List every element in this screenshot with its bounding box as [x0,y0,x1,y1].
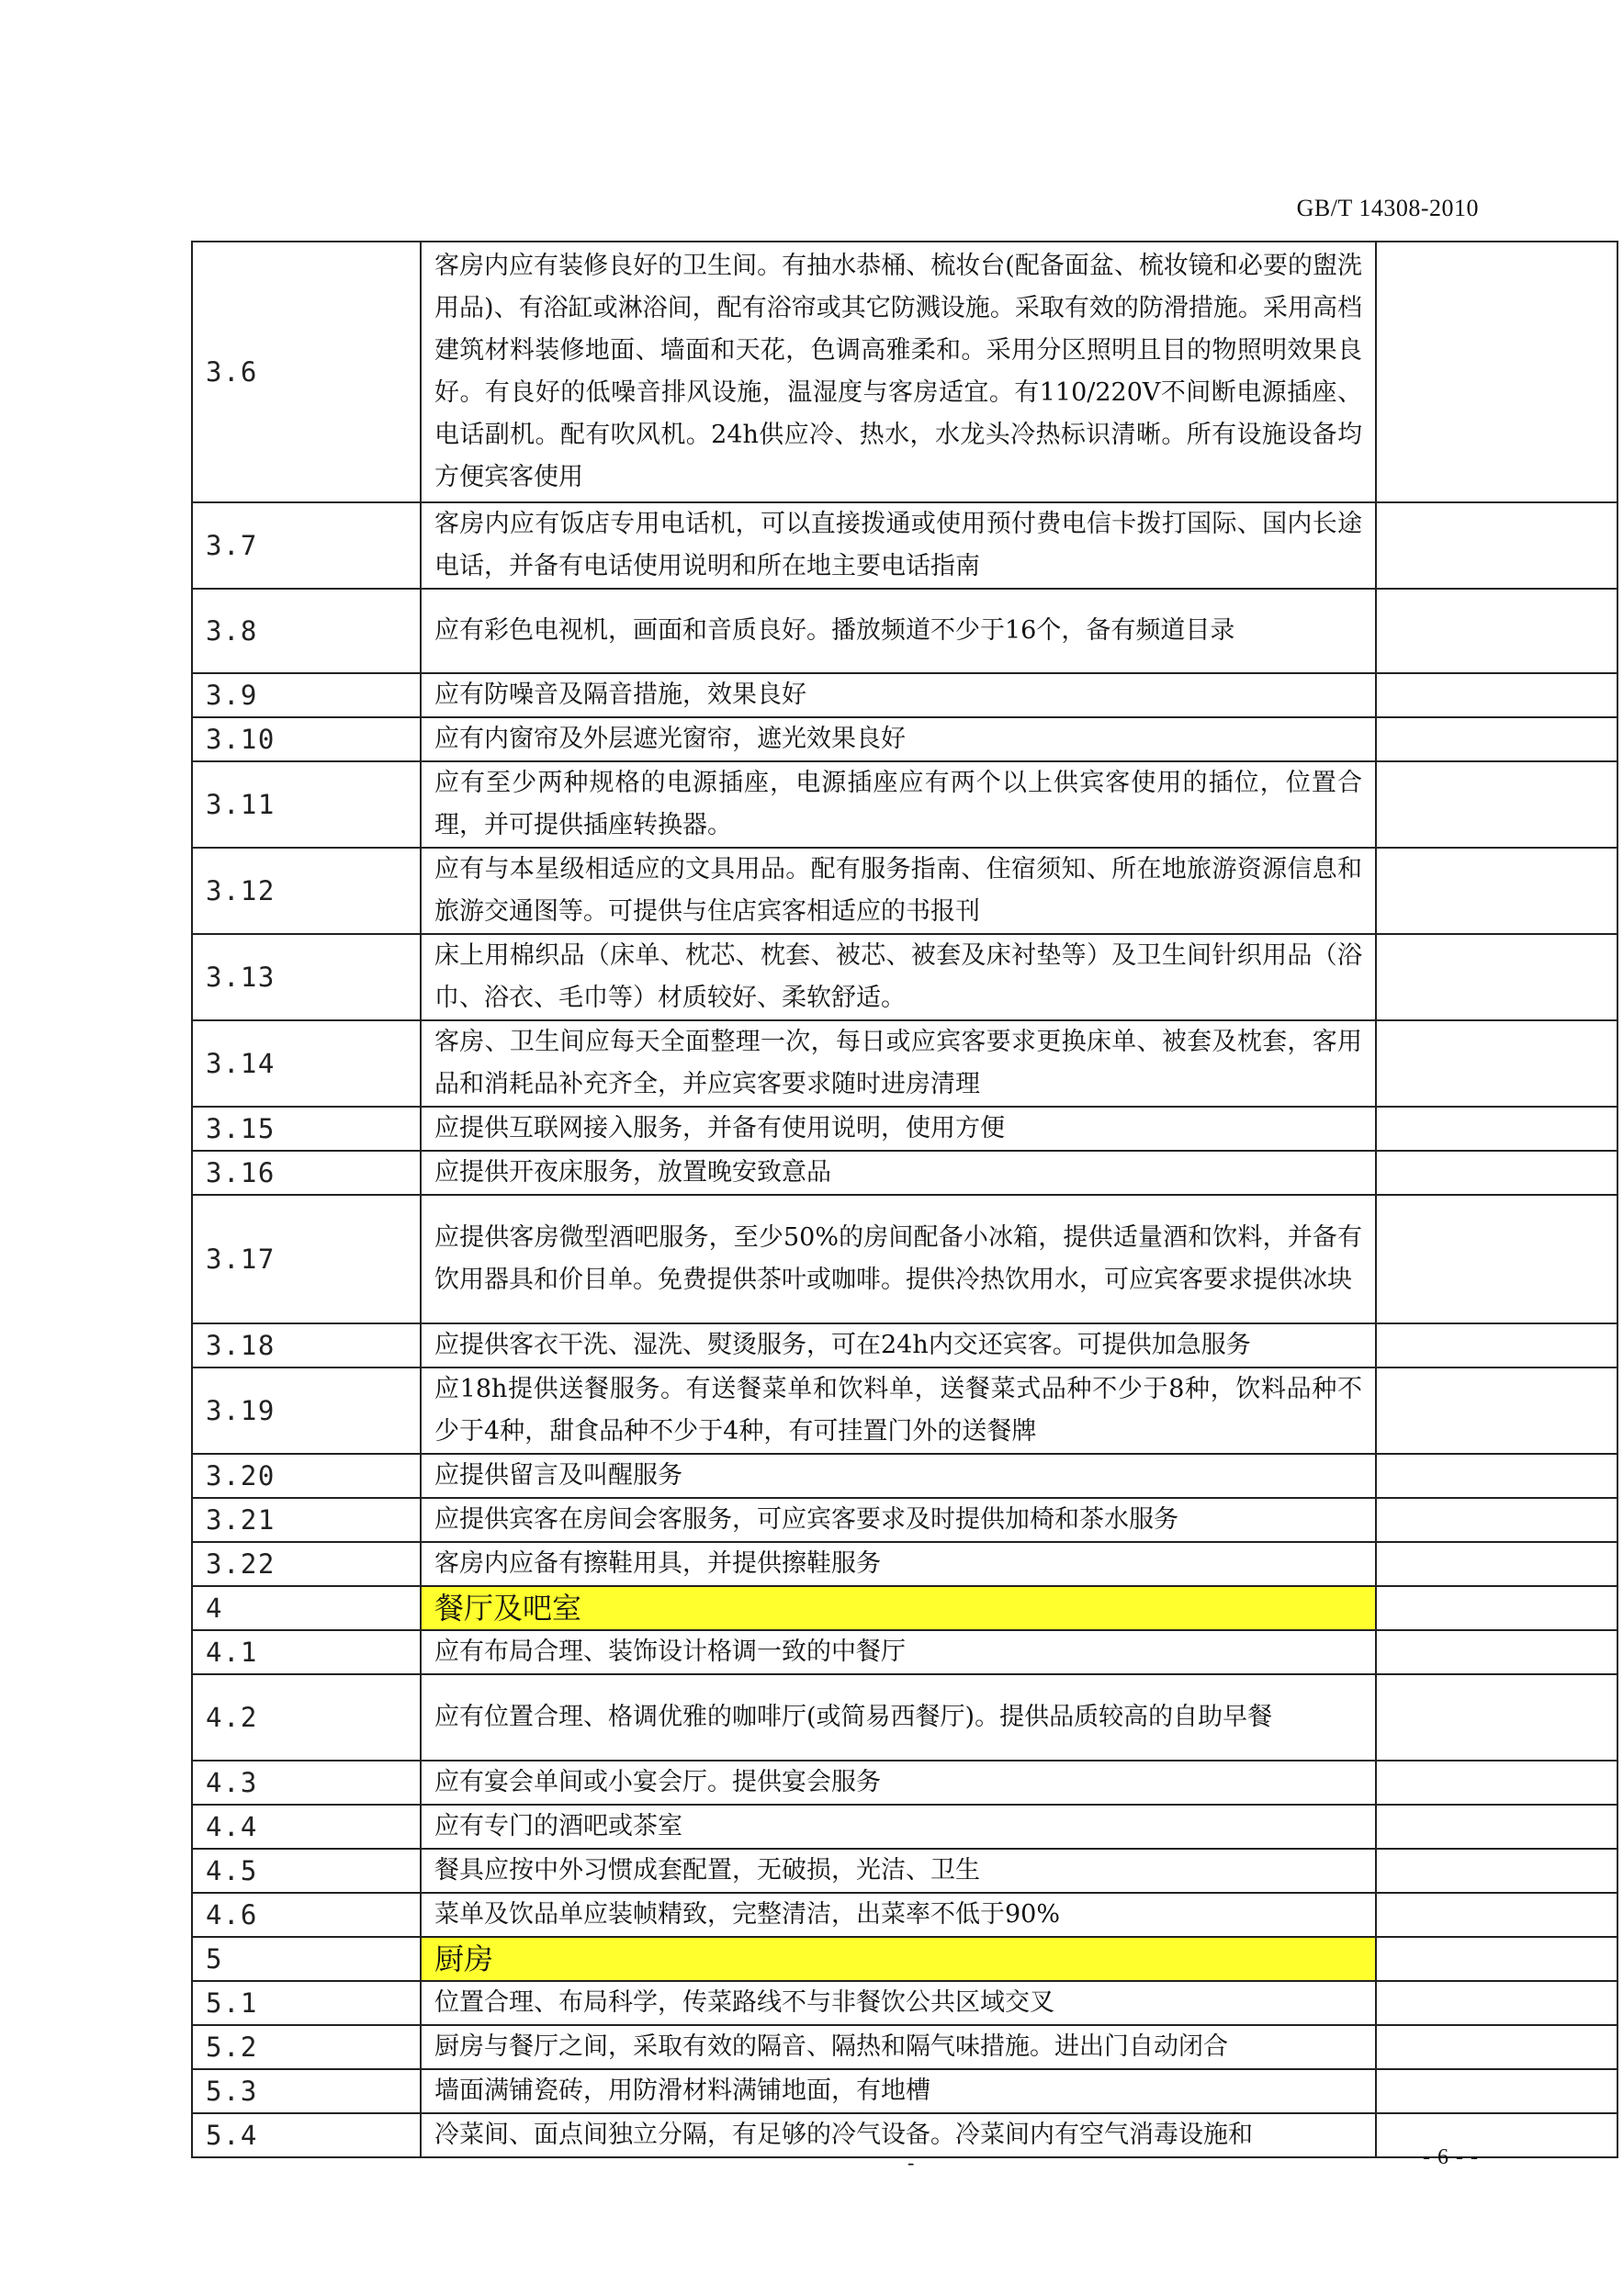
item-text: 客房内应有饭店专用电话机，可以直接拨通或使用预付费电信卡拨打国际、国内长途电话，并备有电话使用说明和所在地主要电话指南 [421,502,1376,589]
item-number: 3.16 [192,1151,421,1195]
score-cell [1376,589,1617,673]
score-cell [1376,1020,1617,1107]
score-cell [1376,1849,1617,1893]
table-row [192,717,1617,761]
page-number: - 6 - - [1423,2145,1479,2169]
table-row [192,848,1617,934]
section-number: 4 [192,1586,421,1630]
table-row [192,1498,1617,1542]
table-row [192,1323,1617,1367]
score-cell [1376,1674,1617,1761]
table-row [192,673,1617,717]
section-row-kitchen [192,1937,1617,1981]
table-row [192,1151,1617,1195]
score-cell [1376,1586,1617,1630]
item-text: 应有内窗帘及外层遮光窗帘，遮光效果良好 [421,717,1376,761]
score-cell [1376,848,1617,934]
item-number: 3.12 [192,848,421,934]
score-cell [1376,1630,1617,1674]
score-cell [1376,2069,1617,2113]
item-number: 3.13 [192,934,421,1020]
item-number: 3.15 [192,1107,421,1151]
item-number: 5.1 [192,1981,421,2025]
score-cell [1376,1323,1617,1367]
table-row [192,1981,1617,2025]
table-row [192,1542,1617,1586]
item-number: 3.17 [192,1195,421,1323]
item-text: 应有宴会单间或小宴会厅。提供宴会服务 [421,1761,1376,1805]
item-text: 应提供开夜床服务，放置晚安致意品 [421,1151,1376,1195]
item-text: 应有防噪音及隔音措施，效果良好 [421,673,1376,717]
table-row [192,1454,1617,1498]
score-cell [1376,934,1617,1020]
score-cell [1376,1893,1617,1937]
table-row [192,934,1617,1020]
table-row [192,589,1617,673]
table-row [192,1849,1617,1893]
item-text: 应18h提供送餐服务。有送餐菜单和饮料单，送餐菜式品种不少于8种，饮料品种不少于4种，甜食品种不少于4种，有可挂置门外的送餐牌 [421,1367,1376,1454]
table-row [192,1893,1617,1937]
score-cell [1376,242,1617,502]
item-text: 菜单及饮品单应装帧精致，完整清洁，出菜率不低于90% [421,1893,1376,1937]
item-text: 应提供客房微型酒吧服务，至少50%的房间配备小冰箱，提供适量酒和饮料，并备有饮用器具和价目单。免费提供茶叶或咖啡。提供冷热饮用水，可应宾客要求提供冰块 [421,1195,1376,1323]
table-row [192,1020,1617,1107]
table-row [192,1761,1617,1805]
item-text: 应有布局合理、装饰设计格调一致的中餐厅 [421,1630,1376,1674]
score-cell [1376,2025,1617,2069]
item-number: 3.19 [192,1367,421,1454]
item-number: 4.6 [192,1893,421,1937]
item-number: 3.20 [192,1454,421,1498]
table-row [192,242,1617,502]
footer-dash: - [907,2151,915,2174]
item-text: 应提供互联网接入服务，并备有使用说明，使用方便 [421,1107,1376,1151]
item-text: 厨房与餐厅之间，采取有效的隔音、隔热和隔气味措施。进出门自动闭合 [421,2025,1376,2069]
item-text: 应提供留言及叫醒服务 [421,1454,1376,1498]
table-row [192,1107,1617,1151]
score-cell [1376,1805,1617,1849]
table-row [192,1630,1617,1674]
score-cell [1376,717,1617,761]
item-text: 床上用棉织品（床单、枕芯、枕套、被芯、被套及床衬垫等）及卫生间针织用品（浴巾、浴衣、毛巾等）材质较好、柔软舒适。 [421,934,1376,1020]
section-title: 厨房 [421,1937,1376,1981]
score-cell [1376,1107,1617,1151]
item-number: 4.5 [192,1849,421,1893]
item-number: 3.9 [192,673,421,717]
item-text: 客房、卫生间应每天全面整理一次，每日或应宾客要求更换床单、被套及枕套，客用品和消耗品补充齐全，并应宾客要求随时进房清理 [421,1020,1376,1107]
table-row [192,2069,1617,2113]
table-row [192,1195,1617,1323]
table-row [192,761,1617,848]
item-text: 餐具应按中外习惯成套配置，无破损，光洁、卫生 [421,1849,1376,1893]
item-number: 4.3 [192,1761,421,1805]
table-row [192,2025,1617,2069]
score-cell [1376,1761,1617,1805]
item-text: 位置合理、布局科学，传菜路线不与非餐饮公共区域交叉 [421,1981,1376,2025]
item-text: 墙面满铺瓷砖，用防滑材料满铺地面，有地槽 [421,2069,1376,2113]
score-cell [1376,1498,1617,1542]
score-cell [1376,1937,1617,1981]
item-number: 5.4 [192,2113,421,2157]
item-number: 4.2 [192,1674,421,1761]
item-text: 应有至少两种规格的电源插座，电源插座应有两个以上供宾客使用的插位，位置合理，并可提供插座转换器。 [421,761,1376,848]
section-row-dining [192,1586,1617,1630]
item-number: 5.2 [192,2025,421,2069]
item-number: 3.7 [192,502,421,589]
score-cell [1376,502,1617,589]
item-number: 3.21 [192,1498,421,1542]
item-number: 3.18 [192,1323,421,1367]
table-row [192,1805,1617,1849]
score-cell [1376,1981,1617,2025]
item-text: 客房内应备有擦鞋用具，并提供擦鞋服务 [421,1542,1376,1586]
item-number: 3.22 [192,1542,421,1586]
table-row [192,1367,1617,1454]
section-number: 5 [192,1937,421,1981]
item-number: 3.10 [192,717,421,761]
item-number: 5.3 [192,2069,421,2113]
score-cell [1376,1542,1617,1586]
item-text: 应有与本星级相适应的文具用品。配有服务指南、住宿须知、所在地旅游资源信息和旅游交通图等。可提供与住店宾客相适应的书报刊 [421,848,1376,934]
item-number: 4.4 [192,1805,421,1849]
item-text: 应有专门的酒吧或茶室 [421,1805,1376,1849]
item-number: 4.1 [192,1630,421,1674]
section-title: 餐厅及吧室 [421,1586,1376,1630]
item-text: 应有彩色电视机，画面和音质良好。播放频道不少于16个，备有频道目录 [421,589,1376,673]
item-number: 3.11 [192,761,421,848]
score-cell [1376,761,1617,848]
item-text: 应有位置合理、格调优雅的咖啡厅(或简易西餐厅)。提供品质较高的自助早餐 [421,1674,1376,1761]
item-number: 3.8 [192,589,421,673]
item-number: 3.6 [192,242,421,502]
standards-table [191,241,1618,2158]
score-cell [1376,1367,1617,1454]
item-text: 冷菜间、面点间独立分隔，有足够的冷气设备。冷菜间内有空气消毒设施和 [421,2113,1376,2157]
item-text: 客房内应有装修良好的卫生间。有抽水恭桶、梳妆台(配备面盆、梳妆镜和必要的盥洗用品)、有浴缸或淋浴间，配有浴帘或其它防溅设施。采取有效的防滑措施。采用高档建筑材料装修地面、墙面和天花，色调高雅柔和。采用分区照明且目的物照明效果良好。有良好的低噪音排风设施，温湿度与客房适宜。有110/220V不间断电源插座、电话副机。配有吹风机。24h供应冷、热水，水龙头冷热标识清晰。所有设施设备均方便宾客使用 [421,242,1376,502]
item-number: 3.14 [192,1020,421,1107]
score-cell [1376,1151,1617,1195]
table-row [192,502,1617,589]
score-cell [1376,1195,1617,1323]
item-text: 应提供客衣干洗、湿洗、熨烫服务，可在24h内交还宾客。可提供加急服务 [421,1323,1376,1367]
score-cell [1376,673,1617,717]
table-row [192,1674,1617,1761]
score-cell [1376,1454,1617,1498]
item-text: 应提供宾客在房间会客服务，可应宾客要求及时提供加椅和茶水服务 [421,1498,1376,1542]
document-code: GB/T 14308-2010 [1296,195,1479,221]
